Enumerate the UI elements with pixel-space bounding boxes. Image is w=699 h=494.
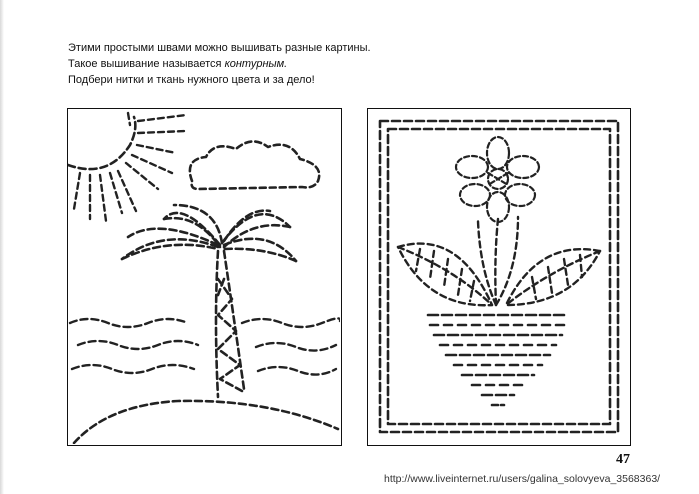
intro-line-3: Подбери нитки и ткань нужного цвета и за дело! (68, 74, 315, 86)
intro-line-1: Этими простыми швами можно вышивать разные картины. (68, 42, 371, 54)
flower-pot-illustration (367, 108, 631, 446)
leaf-right-icon (506, 249, 600, 305)
flower-icon (456, 137, 539, 222)
watermark-url: http://www.liveinternet.ru/users/galina_solovyeva_3568363/ (384, 473, 661, 485)
intro-text (68, 40, 371, 88)
palm-beach-illustration (67, 108, 342, 446)
sea-waves (70, 318, 340, 374)
island-icon (74, 401, 338, 443)
intro-line-2-emphasis: контурным. (224, 58, 288, 70)
pot-icon (428, 315, 568, 405)
sun-rays (74, 113, 186, 221)
palm-beach-drawing (68, 109, 340, 444)
sun-icon (68, 117, 135, 169)
flower-pot-drawing (368, 109, 629, 444)
cloud-icon (190, 141, 319, 189)
leaf-left-icon (398, 244, 492, 306)
intro-line-2 (68, 56, 371, 72)
page-number: 47 (616, 452, 630, 467)
palm-leaves (122, 205, 296, 261)
palm-trunk (216, 251, 244, 397)
page-scan-edge (0, 0, 4, 494)
intro-line-2-text: Такое вышивание называется (68, 58, 225, 70)
